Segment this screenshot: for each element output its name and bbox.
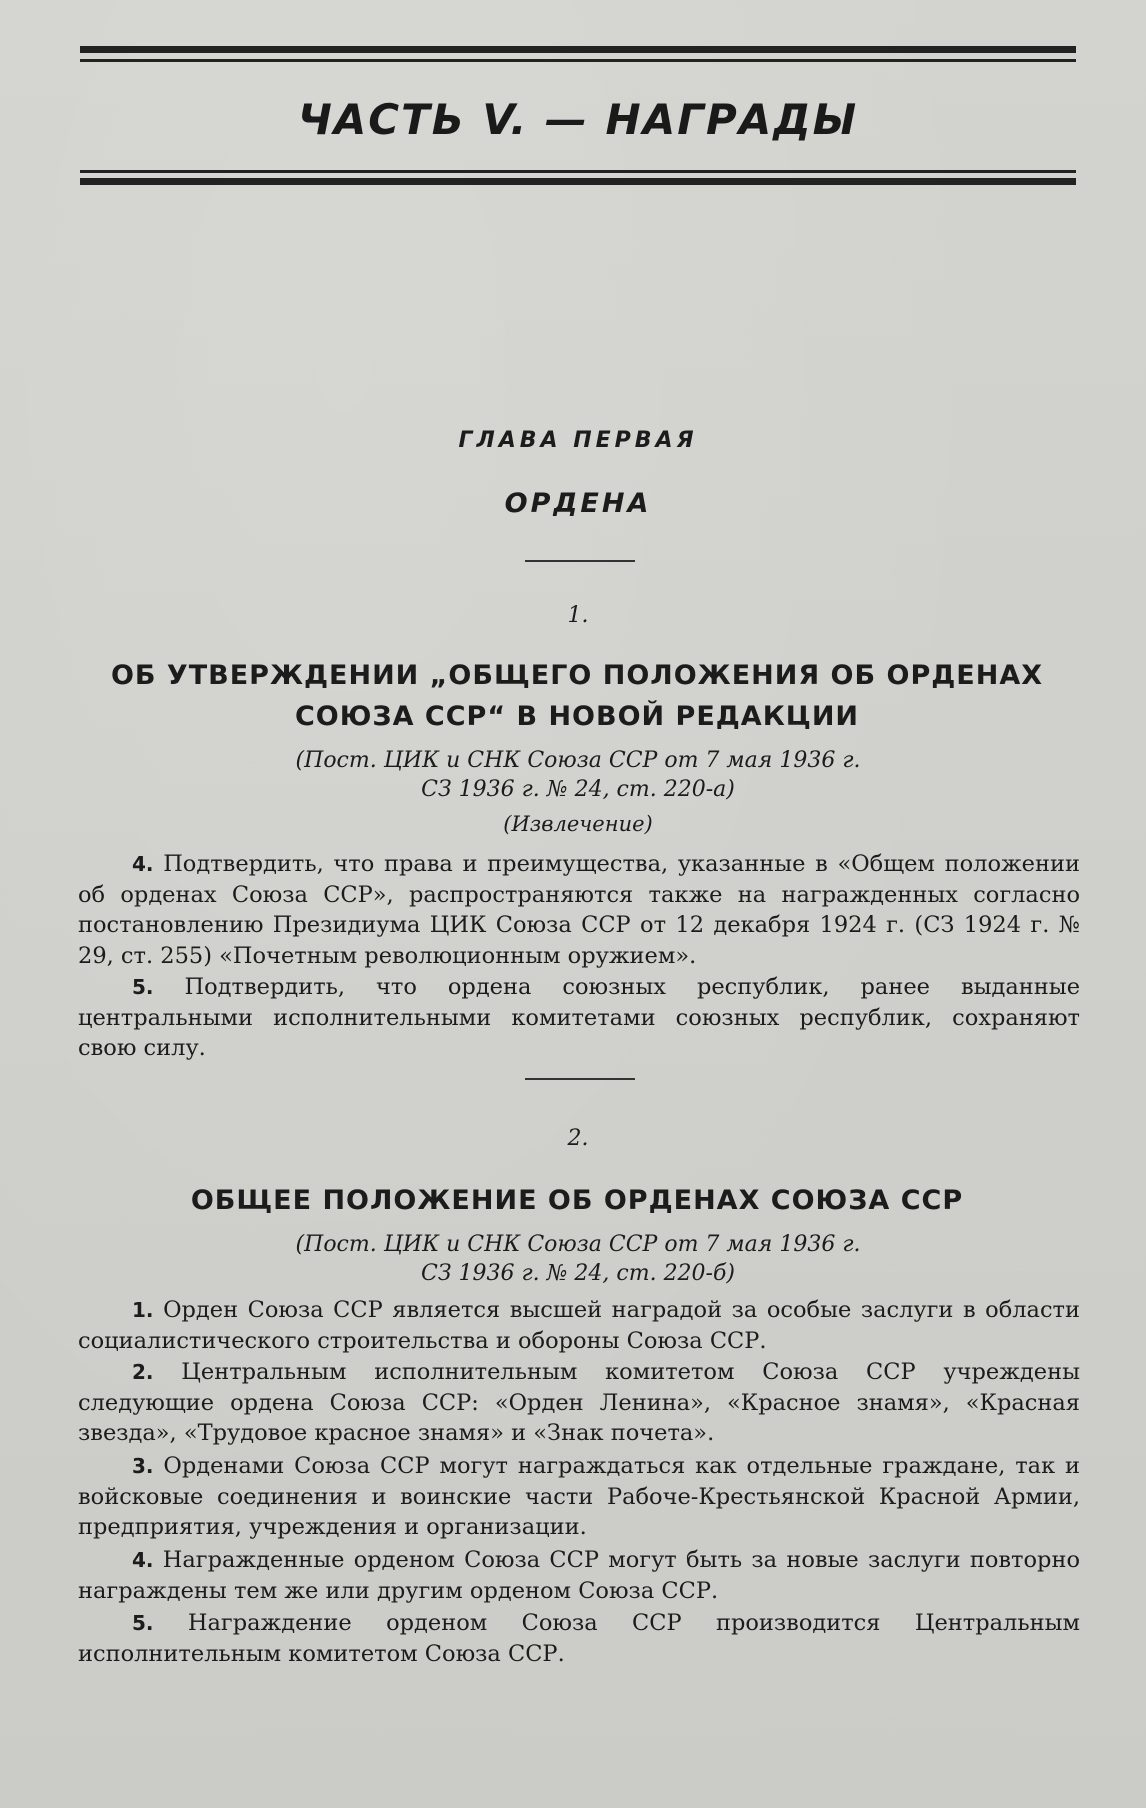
section-heading — [72, 655, 1082, 737]
paragraph-number: 4. — [132, 1548, 154, 1572]
citation-line: СЗ 1936 г. № 24, ст. 220-б) — [420, 1261, 735, 1286]
section-number: 1. — [567, 603, 589, 628]
paragraph-number: 5. — [132, 1611, 154, 1635]
paragraph-number: 1. — [132, 1298, 154, 1322]
paragraph-text: Подтвердить, что ордена союзных республик, ранее выданные центральными исполнительными комитетами союзных республик, сохраняют свою силу. — [78, 974, 1081, 1062]
divider — [525, 560, 635, 562]
paragraph-text: Центральным исполнительным комитетом Союза ССР учреждены следующие ордена Союза ССР: «Орден Ленина», «Красное знамя», «Красная звезда», «Трудовое красное знамя» и «Знак почета». — [78, 1359, 1081, 1447]
paragraph-text: Орденами Союза ССР могут награждаться как отдельные граждане, так и войсковые соединения и воинские части Рабоче-Крестьянской Красной Армии, предприятия, учреждения и организации. — [78, 1453, 1080, 1541]
bottom-double-rule — [80, 170, 1076, 185]
paragraph — [78, 1545, 1080, 1606]
paragraph-text: Награждение орденом Союза ССР производится Центральным исполнительным комитетом Союза ССР. — [78, 1610, 1080, 1667]
paragraph — [78, 972, 1080, 1064]
paragraph — [78, 1608, 1080, 1669]
source-citation — [80, 1230, 1076, 1288]
chapter-title: ОРДЕНА — [504, 488, 652, 519]
heading-line: СОЮЗА ССР“ В НОВОЙ РЕДАКЦИИ — [294, 701, 860, 732]
paragraph-text: Орден Союза ССР является высшей наградой за особые заслуги в области социалистического строительства и обороны Союза ССР. — [78, 1297, 1081, 1354]
paragraph — [78, 1357, 1080, 1449]
paragraph-number: 5. — [132, 975, 154, 999]
paragraph — [78, 849, 1080, 972]
citation-line: (Пост. ЦИК и СНК Союза ССР от 7 мая 1936 г. — [295, 748, 861, 773]
paragraph-number: 4. — [132, 852, 154, 876]
citation-line: СЗ 1936 г. № 24, ст. 220-а) — [421, 777, 735, 802]
paragraph — [78, 1451, 1080, 1543]
part-title: ЧАСТЬ V. — НАГРАДЫ — [297, 95, 859, 144]
paragraph-number: 3. — [132, 1454, 154, 1478]
source-citation — [80, 746, 1076, 804]
chapter-label: ГЛАВА ПЕРВАЯ — [458, 428, 698, 453]
citation-line: (Пост. ЦИК и СНК Союза ССР от 7 мая 1936 г. — [295, 1232, 861, 1257]
paragraph — [78, 1295, 1080, 1356]
divider — [525, 1078, 635, 1080]
paragraph-text: Подтвердить, что права и преимущества, указанные в «Общем положении об орденах Союза ССР», распространяются также на награжденных согласно постановлению Президиума ЦИК Союза ССР от 12 декабря 1924 г. (СЗ 1924 г. № 29, ст. 255) «Почетным революционным оружием». — [78, 851, 1080, 970]
paragraph-text: Награжденные орденом Союза ССР могут быть за новые заслуги повторно награждены тем же или другим орденом Союза ССР. — [78, 1547, 1080, 1604]
heading-line: ОБ УТВЕРЖДЕНИИ „ОБЩЕГО ПОЛОЖЕНИЯ ОБ ОРДЕНАХ — [110, 660, 1044, 691]
section-heading: ОБЩЕЕ ПОЛОЖЕНИЕ ОБ ОРДЕНАХ СОЮЗА ССР — [190, 1185, 964, 1216]
paragraph-number: 2. — [132, 1360, 154, 1384]
section-number: 2. — [567, 1126, 589, 1151]
top-double-rule — [80, 46, 1076, 62]
extract-note: (Извлечение) — [503, 812, 653, 836]
